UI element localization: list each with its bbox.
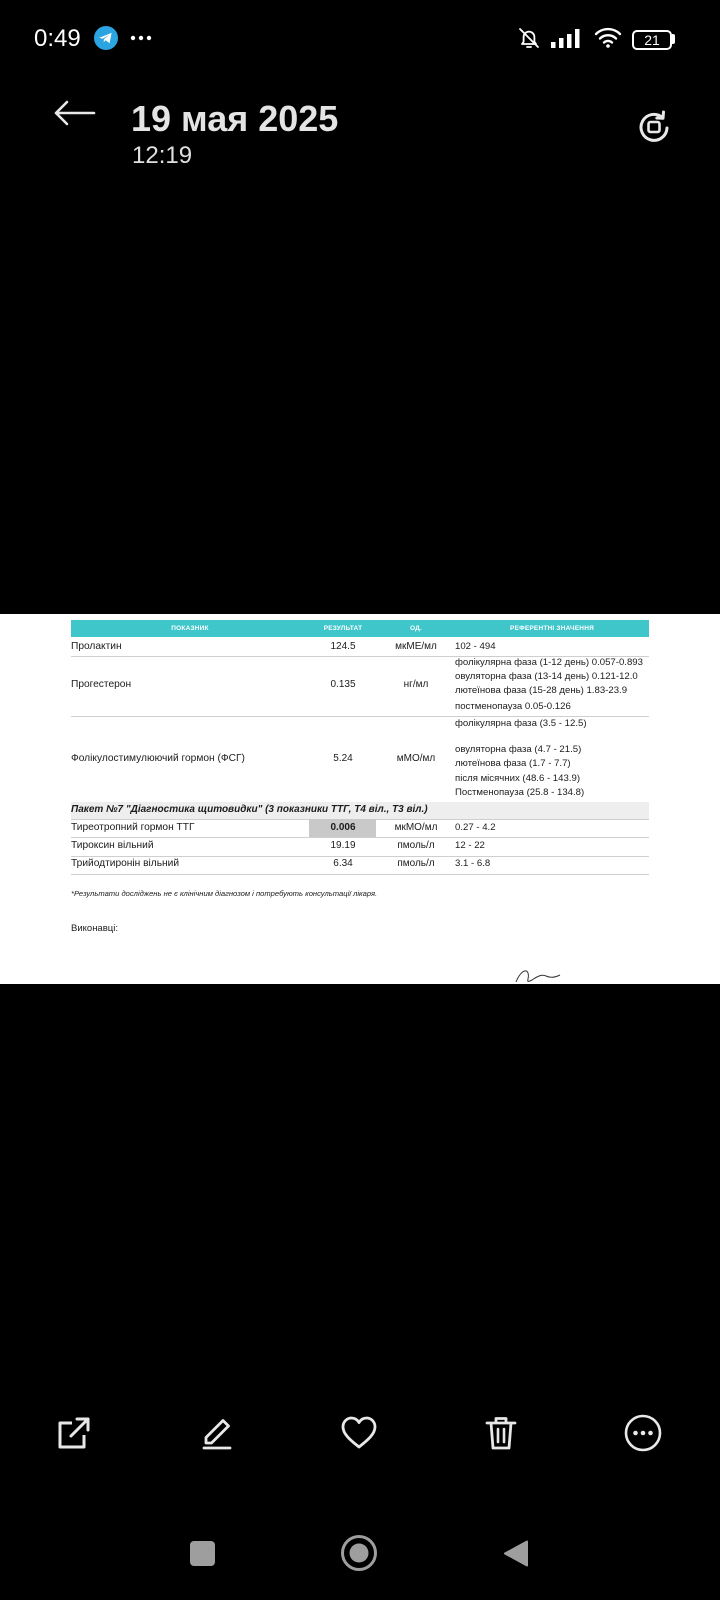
photo-date: 19 мая 2025 (131, 98, 339, 139)
battery-level: 21 (644, 32, 660, 48)
row-reference: 12 - 22 (455, 840, 485, 851)
row-reference: 3.1 - 6.8 (455, 858, 491, 869)
photo-time: 12:19 (132, 142, 193, 169)
more-notifications-icon (130, 34, 152, 42)
row-reference: овуляторна фаза (13-14 день) 0.121-12.0 (455, 671, 638, 682)
row-divider (71, 856, 649, 857)
row-result: 124.5 (330, 641, 356, 652)
row-unit: мкМО/мл (394, 822, 438, 833)
row-reference: 0.27 - 4.2 (455, 822, 496, 833)
row-unit: пмоль/л (397, 840, 435, 851)
row-name: Тироксин вільний (71, 840, 154, 851)
row-name: Пролактин (71, 641, 122, 652)
edit-icon[interactable] (197, 1413, 237, 1453)
row-result: 5.24 (333, 753, 353, 764)
row-unit: мМО/мл (396, 753, 436, 764)
row-reference: Постменопауза (25.8 - 134.8) (455, 787, 585, 798)
battery-icon (632, 30, 672, 50)
row-result: 6.34 (333, 858, 353, 869)
row-name: Тиреотропний гормон ТТГ (71, 822, 195, 833)
footnote: *Результати досліджень не є клінічним діагнозом і потребують консультації лікаря. (71, 889, 378, 898)
row-reference: 102 - 494 (455, 641, 496, 652)
favorite-icon[interactable] (339, 1413, 379, 1453)
row-name: Фолікулостимулюючий гормон (ФСГ) (71, 753, 245, 764)
rotate-icon[interactable] (634, 107, 674, 147)
recents-icon[interactable] (190, 1541, 215, 1566)
wifi-icon (594, 26, 622, 48)
performers-label: Виконавці: (71, 923, 118, 934)
row-result: 0.006 (330, 822, 356, 833)
back-icon[interactable] (503, 1540, 529, 1567)
column-unit: ОД. (409, 625, 422, 632)
row-reference: після місячних (48.6 - 143.9) (455, 773, 581, 784)
row-divider (71, 716, 649, 717)
home-icon[interactable] (339, 1533, 379, 1573)
row-divider (71, 837, 649, 838)
row-reference: лютеїнова фаза (1.7 - 7.7) (455, 758, 571, 769)
row-unit: нг/мл (403, 679, 429, 690)
row-name: Прогестерон (71, 679, 132, 690)
photo-content[interactable] (0, 614, 720, 984)
status-time: 0:49 (34, 25, 81, 52)
row-reference: фолікулярна фаза (3.5 - 12.5) (455, 718, 587, 729)
mute-icon (517, 26, 541, 50)
row-unit: пмоль/л (397, 858, 435, 869)
delete-icon[interactable] (481, 1413, 521, 1453)
row-reference: лютеїнова фаза (15-28 день) 1.83-23.9 (455, 685, 628, 696)
row-reference: овуляторна фаза (4.7 - 21.5) (455, 744, 582, 755)
row-result: 0.135 (330, 679, 356, 690)
row-result: 19.19 (330, 840, 356, 851)
row-unit: мкМЕ/мл (395, 641, 437, 652)
telegram-icon (94, 26, 118, 50)
row-divider (71, 874, 649, 875)
section-title: Пакет №7 "Діагностика щитовидки" (3 показники ТТГ, Т4 віл., Т3 віл.) (71, 804, 428, 815)
row-name: Трийодтиронін вільний (71, 858, 180, 869)
back-arrow-icon[interactable] (52, 99, 96, 127)
signal-icon (551, 29, 583, 48)
row-reference: фолікулярна фаза (1-12 день) 0.057-0.893 (455, 657, 643, 668)
column-result: РЕЗУЛЬТАТ (323, 625, 363, 632)
column-indicator: ПОКАЗНИК (171, 625, 209, 632)
signature (512, 966, 562, 984)
battery-nub (672, 34, 675, 44)
more-icon[interactable] (623, 1413, 663, 1453)
column-reference: РЕФЕРЕНТНІ ЗНАЧЕННЯ (510, 625, 594, 632)
row-reference: постменопауза 0.05-0.126 (455, 701, 571, 712)
share-icon[interactable] (54, 1413, 94, 1453)
